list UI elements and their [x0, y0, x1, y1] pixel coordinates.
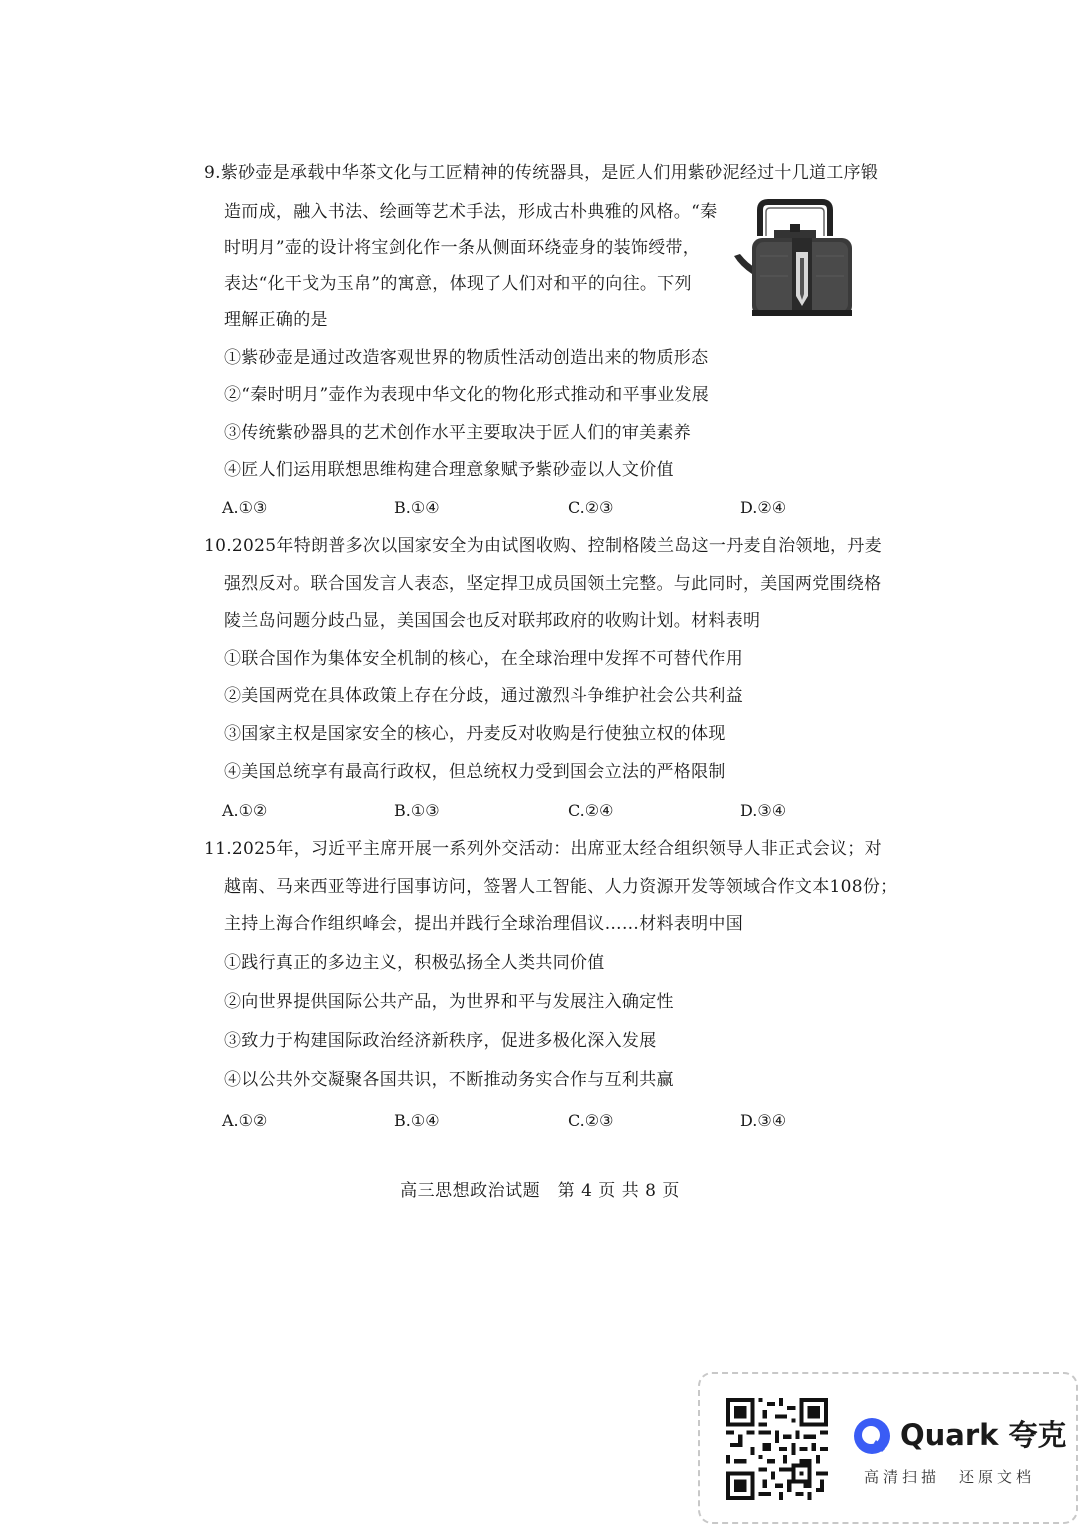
quark-logo	[852, 1414, 1067, 1458]
q10-stem-line-1: 10.2025年特朗普多次以国家安全为由试图收购、控制格陵兰岛这一丹麦自治领地，丹麦	[204, 536, 882, 556]
q11-statement-2: ②向世界提供国际公共产品，为世界和平与发展注入确定性	[224, 992, 674, 1012]
q9-statement-1: ①紫砂壶是通过改造客观世界的物质性活动创造出来的物质形态	[224, 348, 709, 368]
q11-option-d[interactable]: D.③④	[740, 1111, 787, 1130]
q11-stem-line-3: 主持上海合作组织峰会，提出并践行全球治理倡议……材料表明中国	[224, 914, 743, 934]
page-footer: 高三思想政治试题 第 4 页 共 8 页	[400, 1181, 680, 1201]
q11-option-c[interactable]: C.②③	[568, 1111, 614, 1130]
q9-option-a[interactable]: A.①③	[222, 498, 268, 517]
q10-option-a[interactable]: A.①②	[222, 801, 268, 820]
q10-stem-line-3: 陵兰岛问题分歧凸显，美国国会也反对联邦政府的收购计划。材料表明	[224, 611, 761, 631]
q9-stem-line-2: 造而成，融入书法、绘画等艺术手法，形成古朴典雅的风格。“秦	[224, 202, 718, 222]
q11-stem-line-1: 11.2025年，习近平主席开展一系列外交活动：出席亚太经合组织领导人非正式会议；对	[204, 839, 882, 859]
q9-option-c[interactable]: C.②③	[568, 498, 614, 517]
q9-stem-line-4: 表达“化干戈为玉帛”的寓意，体现了人们对和平的向往。下列	[224, 274, 692, 294]
quark-logo-icon	[852, 1416, 892, 1456]
q9-statement-4: ④匠人们运用联想思维构建合理意象赋予紫砂壶以人文价值	[224, 460, 674, 480]
q10-statement-4: ④美国总统享有最高行政权，但总统权力受到国会立法的严格限制	[224, 762, 726, 782]
q9-option-d[interactable]: D.②④	[740, 498, 787, 517]
q10-option-c[interactable]: C.②④	[568, 801, 614, 820]
q9-statement-3: ③传统紫砂器具的艺术创作水平主要取决于匠人们的审美素养	[224, 423, 692, 443]
q10-statement-3: ③国家主权是国家安全的核心，丹麦反对收购是行使独立权的体现	[224, 724, 726, 744]
q11-stem-line-2: 越南、马来西亚等进行国事访问，签署人工智能、人力资源开发等领域合作文本108份；	[224, 877, 898, 897]
q9-statement-2: ②“秦时明月”壶作为表现中华文化的物化形式推动和平事业发展	[224, 385, 710, 405]
q10-stem-line-2: 强烈反对。联合国发言人表态，坚定捍卫成员国领土完整。与此同时，美国两党围绕格	[224, 574, 882, 594]
q11-option-b[interactable]: B.①④	[394, 1111, 440, 1130]
q11-option-a[interactable]: A.①②	[222, 1111, 268, 1130]
q11-statement-3: ③致力于构建国际政治经济新秩序，促进多极化深入发展	[224, 1031, 657, 1051]
quark-watermark[interactable]	[698, 1372, 1078, 1524]
quark-tagline: 高清扫描 还原文档	[864, 1468, 1036, 1486]
teapot-illustration	[730, 196, 860, 326]
q10-option-b[interactable]: B.①③	[394, 801, 440, 820]
q9-option-b[interactable]: B.①④	[394, 498, 440, 517]
q9-stem-line-5: 理解正确的是	[224, 310, 328, 330]
q10-option-d[interactable]: D.③④	[740, 801, 787, 820]
q11-statement-1: ①践行真正的多边主义，积极弘扬全人类共同价值	[224, 953, 605, 973]
q9-stem-line-3: 时明月”壶的设计将宝剑化作一条从侧面环绕壶身的装饰绶带，	[224, 238, 701, 258]
q11-statement-4: ④以公共外交凝聚各国共识，不断推动务实合作与互利共赢	[224, 1070, 674, 1090]
quark-brand-text: Quark 夸克	[900, 1418, 1067, 1452]
q10-statement-1: ①联合国作为集体安全机制的核心，在全球治理中发挥不可替代作用	[224, 649, 743, 669]
qr-code[interactable]	[726, 1398, 828, 1500]
q10-statement-2: ②美国两党在具体政策上存在分歧，通过激烈斗争维护社会公共利益	[224, 686, 743, 706]
q9-stem-line-1: 9.紫砂壶是承载中华茶文化与工匠精神的传统器具，是匠人们用紫砂泥经过十几道工序锻	[204, 163, 879, 183]
